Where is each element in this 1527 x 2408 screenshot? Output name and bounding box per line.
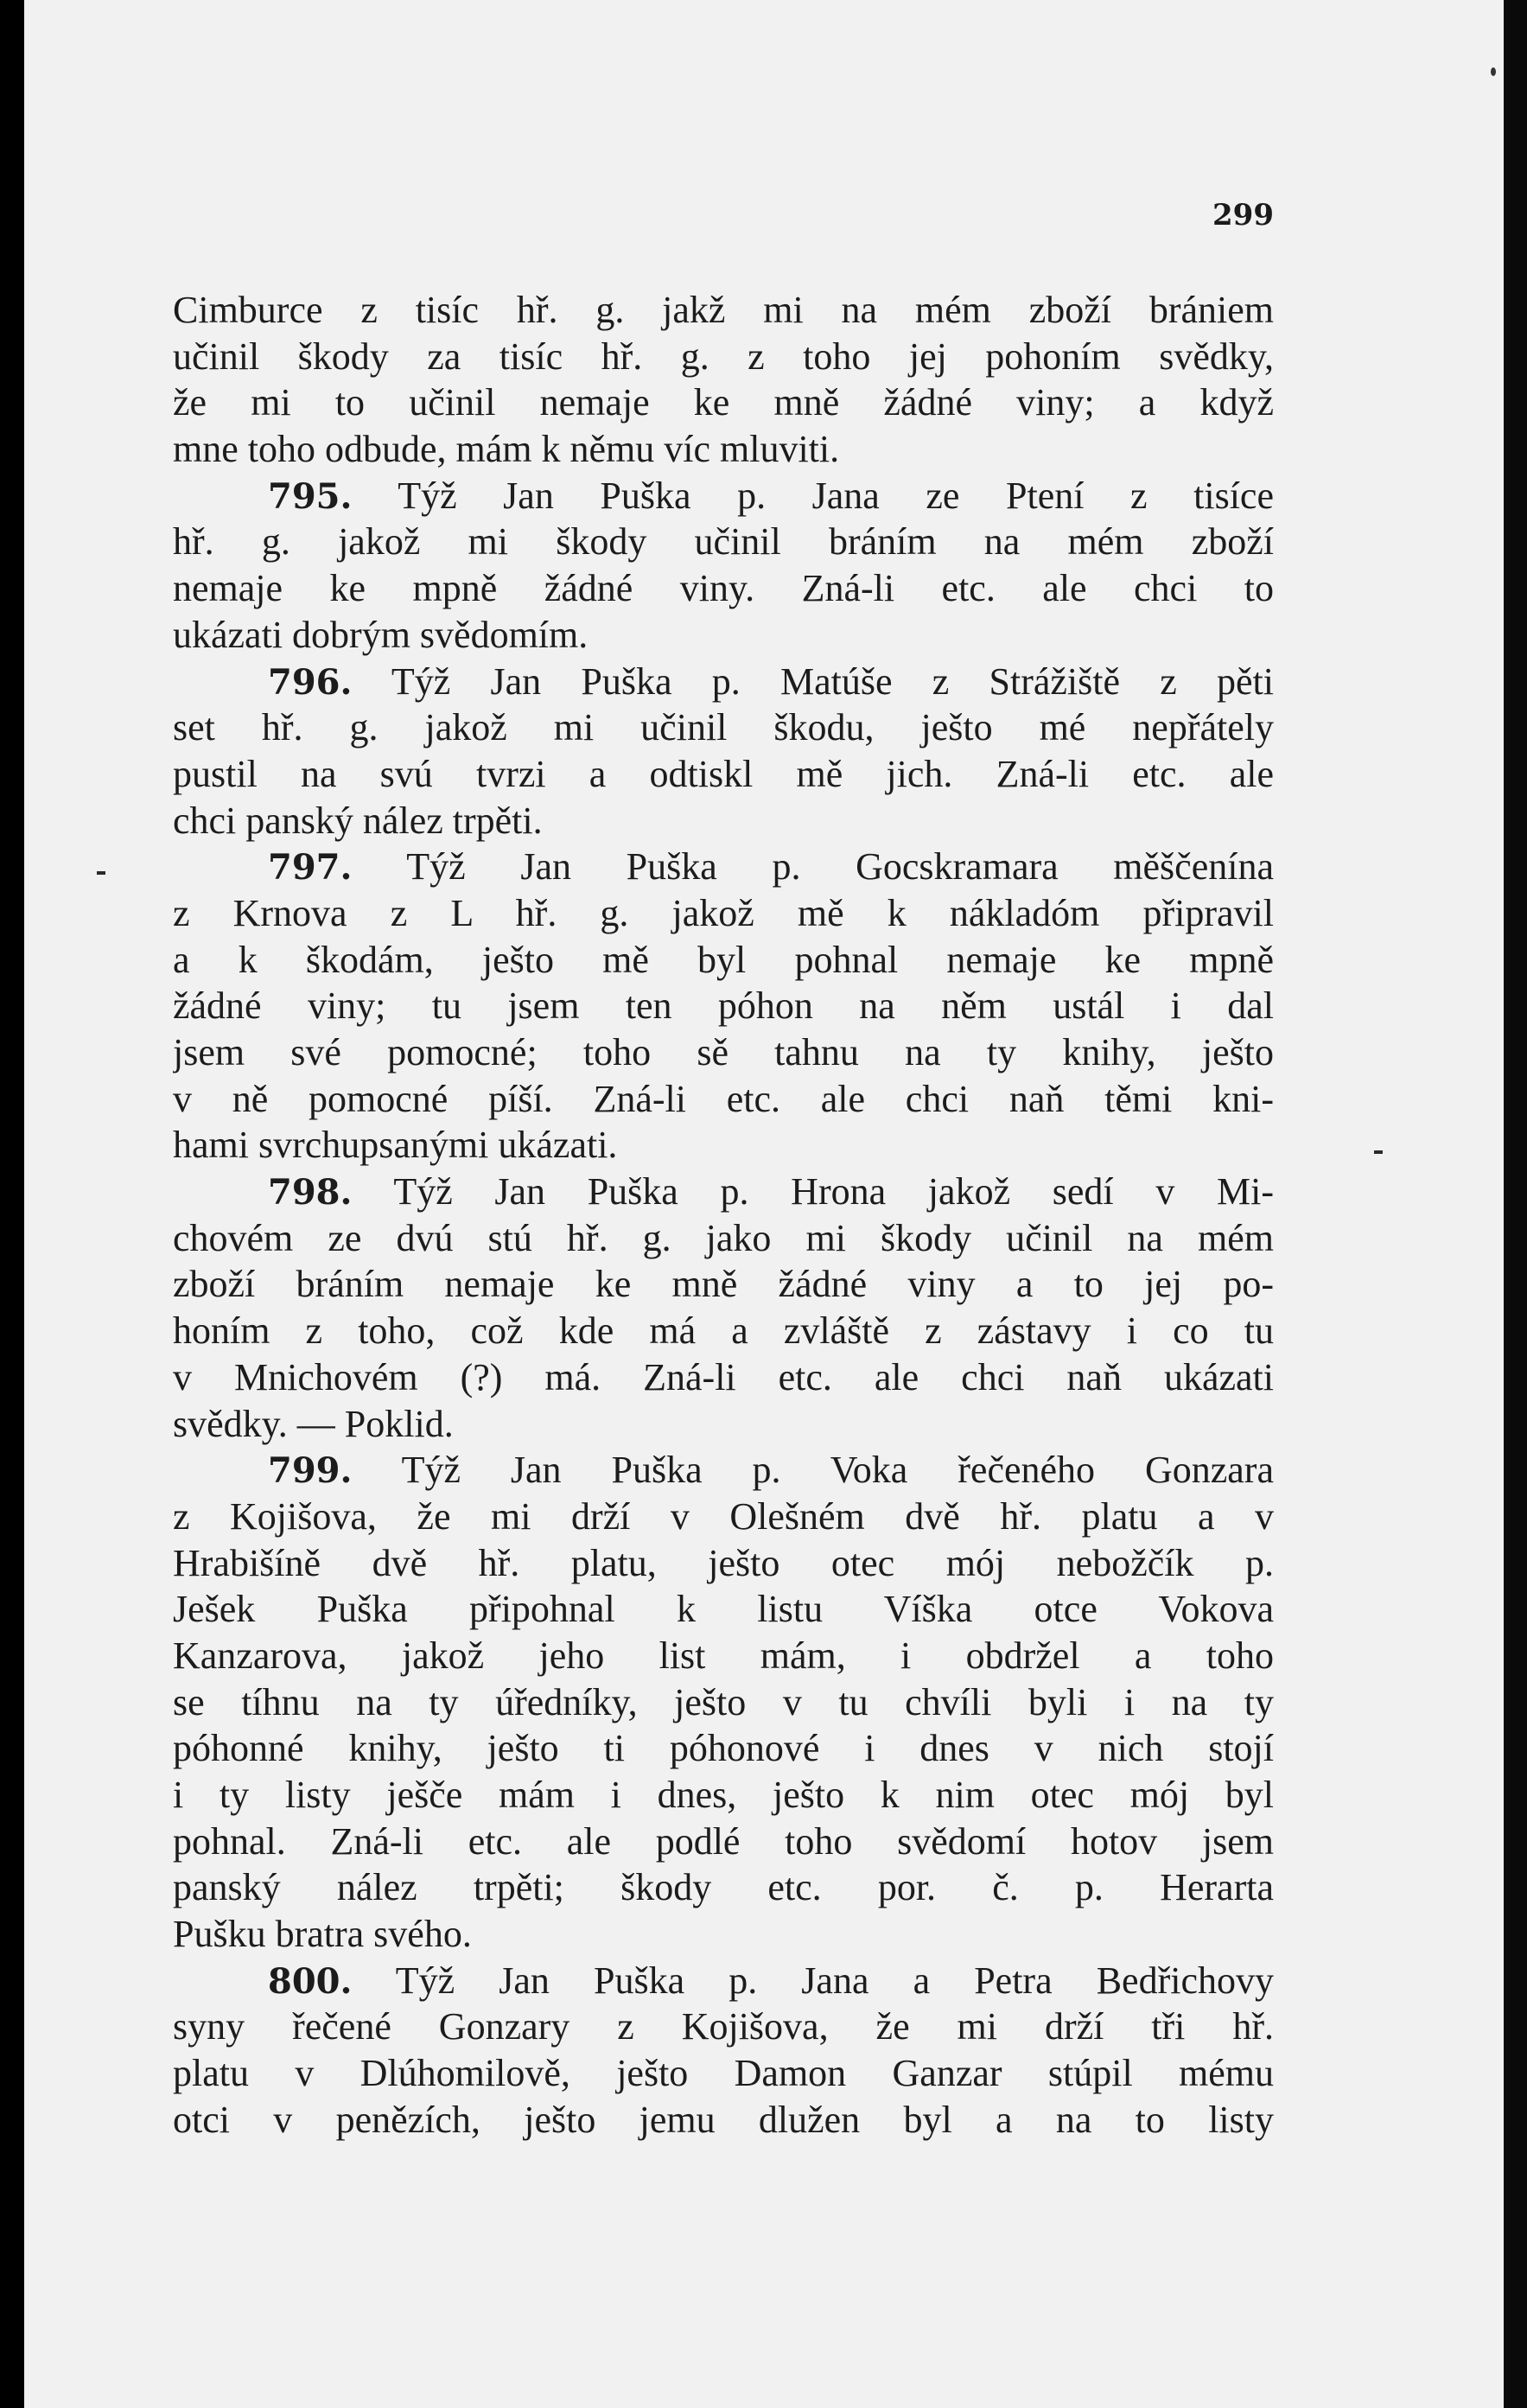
text-line: žádné viny; tu jsem ten póhon na něm ustál i dal: [173, 984, 1274, 1028]
text-line: z Kojišova, že mi drží v Olešném dvě hř. platu a v: [173, 1494, 1274, 1538]
text-line: se tíhnu na ty úředníky, ješto v tu chvíli byli i na ty: [173, 1680, 1274, 1723]
text-line: mne toho odbude, mám k němu víc mluviti.: [173, 428, 840, 471]
margin-mark: [1374, 1150, 1383, 1154]
text-line: zboží bráním nemaje ke mně žádné viny a to jej po-: [173, 1263, 1274, 1306]
entry-number: 800.: [268, 1960, 353, 2002]
entry-800: [173, 1958, 1274, 2004]
entry-number: 798.: [268, 1172, 353, 1214]
text-line: set hř. g. jakož mi učinil škodu, ješto mé nepřátely: [173, 706, 1274, 749]
page-number: 299: [1212, 198, 1274, 233]
entry-first-line: Týž Jan Puška p. Jana a Petra Bedřichovy: [395, 1959, 1274, 2002]
text-line: panský nález trpěti; škody etc. por. č. p. Herarta: [173, 1866, 1274, 1909]
text-line: platu v Dlúhomilově, ješto Damon Ganzar stúpil mému: [173, 2052, 1274, 2095]
text-line: jsem své pomocné; toho sě tahnu na ty knihy, ješto: [173, 1031, 1274, 1073]
scan-edge: [1504, 0, 1527, 2408]
text-line: učinil škody za tisíc hř. g. z toho jej pohoním svědky,: [173, 334, 1274, 378]
entry-first-line: Týž Jan Puška p. Gocskramara měščenína: [406, 845, 1274, 889]
text-line: Hrabišíně dvě hř. platu, ješto otec mój nebožčík p.: [173, 1541, 1274, 1584]
text-line: a k škodám, ješto mě byl pohnal nemaje ke mpně: [173, 938, 1274, 981]
text-line: Ješek Puška připohnal k listu Víška otce Vokova: [173, 1588, 1274, 1631]
text-line: v Mnichovém (?) má. Zná-li etc. ale chci naň ukázati: [173, 1355, 1274, 1398]
margin-mark: [97, 871, 105, 875]
text-line: póhonné knihy, ješto ti póhonové i dnes v nich stojí: [173, 1727, 1274, 1770]
text-line: z Krnova z L hř. g. jakož mě k nákladóm připravil: [173, 891, 1274, 934]
entry-number: 795.: [268, 475, 353, 517]
entry-798: [173, 1169, 1274, 1215]
text-line: nemaje ke mpně žádné viny. Zná-li etc. ale chci to: [173, 567, 1274, 610]
entry-797: [173, 844, 1274, 890]
text-line: ukázati dobrým svědomím.: [173, 613, 589, 656]
text-line: hř. g. jakož mi škody učinil bráním na mém zboží: [173, 520, 1274, 564]
entry-796: [173, 659, 1274, 705]
text-line: otci v penězích, ješto jemu dlužen byl a na to listy: [173, 2098, 1274, 2141]
text-line: Pušku bratra svého.: [173, 1913, 472, 1956]
text-line: pohnal. Zná-li etc. ale podlé toho svědomí hotov jsem: [173, 1819, 1274, 1863]
entry-number: 797.: [268, 847, 353, 889]
text-line: v ně pomocné píší. Zná-li etc. ale chci naň těmi kni-: [173, 1077, 1274, 1120]
text-line: i ty listy ješče mám i dnes, ješto k nim otec mój byl: [173, 1774, 1274, 1816]
text-line: svědky. — Poklid.: [173, 1402, 454, 1445]
text-line: hami svrchupsanými ukázati.: [173, 1124, 618, 1167]
page-body: [173, 287, 1274, 2144]
text-line: Cimburce z tisíc hř. g. jakž mi na mém zboží brániem: [173, 289, 1274, 331]
entry-795: [173, 473, 1274, 519]
entry-number: 796.: [268, 661, 353, 703]
text-line: chovém ze dvú stú hř. g. jako mi škody učinil na mém: [173, 1216, 1274, 1259]
text-line: Kanzarova, jakož jeho list mám, i obdržel a toho: [173, 1634, 1274, 1677]
entry-first-line: Týž Jan Puška p. Hrona jakož sedí v Mi-: [393, 1170, 1274, 1214]
text-line: chci panský nález trpěti.: [173, 799, 543, 842]
text-line: syny řečené Gonzary z Kojišova, že mi drží tři hř.: [173, 2005, 1274, 2048]
speck: [1491, 67, 1496, 76]
entry-799: [173, 1447, 1274, 1494]
entry-first-line: Týž Jan Puška p. Matúše z Strážiště z pěti: [391, 659, 1274, 703]
entry-number: 799.: [268, 1450, 353, 1492]
entry-first-line: Týž Jan Puška p. Voka řečeného Gonzara: [401, 1449, 1274, 1492]
text-line: honím z toho, což kde má a zvláště z zástavy i co tu: [173, 1309, 1274, 1353]
text-line: že mi to učinil nemaje ke mně žádné viny; a když: [173, 381, 1274, 424]
entry-first-line: Týž Jan Puška p. Jana ze Ptení z tisíce: [398, 474, 1274, 517]
text-line: pustil na svú tvrzi a odtiskl mě jich. Zná-li etc. ale: [173, 752, 1274, 795]
